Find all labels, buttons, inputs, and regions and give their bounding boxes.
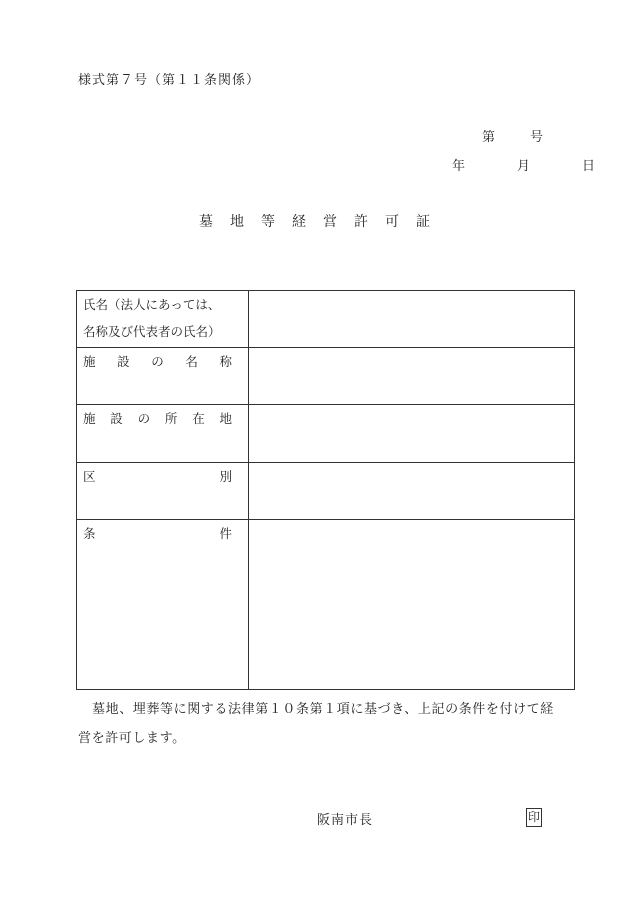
- permit-statement: 墓地、埋葬等に関する法律第１０条第１項に基づき、上記の条件を付けて経営を許可します。: [78, 702, 554, 746]
- title-char: 墓: [199, 214, 214, 230]
- seal-mark: 印: [526, 808, 542, 827]
- row-label-name: [77, 291, 249, 348]
- row-value-name[interactable]: [249, 291, 575, 348]
- label-line: 名称及び代表者の氏名）: [83, 324, 221, 339]
- row-label-facility-name: [77, 348, 249, 405]
- permit-form-table: [76, 290, 575, 690]
- label-char: の: [151, 354, 164, 369]
- table-row: [77, 520, 575, 690]
- table-row: [77, 348, 575, 405]
- label-line: 氏名（法人にあっては、: [83, 297, 221, 312]
- issue-date-month: 月: [517, 159, 531, 174]
- label-char: 所: [164, 411, 178, 426]
- title-char: 等: [261, 214, 276, 230]
- row-value-category[interactable]: [249, 463, 575, 520]
- label-char: 称: [219, 354, 232, 369]
- issue-number-suffix: 号: [530, 130, 544, 145]
- title-char: 証: [416, 214, 431, 230]
- label-char: 設: [117, 354, 130, 369]
- label-char: 区: [83, 469, 96, 484]
- label-char: 地: [219, 411, 232, 426]
- row-value-facility-name[interactable]: [249, 348, 575, 405]
- label-char: 件: [219, 526, 232, 541]
- row-value-facility-location[interactable]: [249, 405, 575, 463]
- row-label-category: [77, 463, 249, 520]
- issue-number: [482, 126, 543, 145]
- title-char: 経: [292, 214, 307, 230]
- table-row: [77, 463, 575, 520]
- row-label-conditions: [77, 520, 249, 690]
- table-row: [77, 291, 575, 348]
- issue-date-day: 日: [582, 159, 596, 174]
- document-title: [0, 211, 630, 231]
- issue-date-year: 年: [452, 159, 466, 174]
- label-char: 施: [83, 354, 96, 369]
- issue-number-prefix: 第: [482, 130, 496, 145]
- label-char: 施: [83, 411, 96, 426]
- label-char: 条: [83, 526, 96, 541]
- issue-date: [452, 155, 595, 174]
- label-char: 名: [185, 354, 198, 369]
- label-char: 設: [110, 411, 123, 426]
- title-char: 地: [230, 214, 245, 230]
- row-value-conditions[interactable]: [249, 520, 575, 690]
- title-char: 許: [354, 214, 369, 230]
- label-char: の: [137, 411, 151, 426]
- label-char: 在: [192, 411, 205, 426]
- title-char: 営: [323, 214, 338, 230]
- issuer-name: 阪南市長: [317, 813, 374, 828]
- label-char: 別: [219, 469, 232, 484]
- title-char: 可: [385, 214, 400, 230]
- row-label-facility-location: [77, 405, 249, 463]
- form-number: 様式第７号（第１１条関係）: [78, 73, 261, 88]
- table-row: [77, 405, 575, 463]
